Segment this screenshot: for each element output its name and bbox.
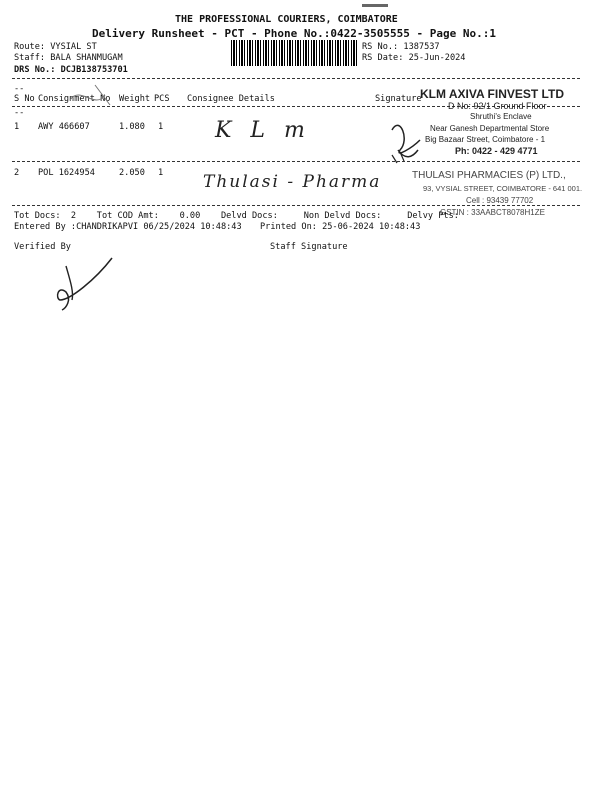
printed-on: Printed On: 25-06-2024 10:48:43: [260, 222, 421, 232]
drs-label: DRS No.: DCJB138753701: [14, 65, 128, 75]
staff-signature-label: Staff Signature: [270, 242, 348, 252]
col-header-weight: Weight: [119, 94, 151, 104]
col-header-signature: Signature: [375, 94, 422, 104]
totals-line: Tot Docs: 2 Tot COD Amt: 0.00 Delvd Docs: Non Delvd Docs: Delvy Pts:: [14, 211, 459, 221]
klm-stamp-title: KLM AXIVA FINVEST LTD: [420, 87, 564, 101]
table-row-weight: 2.050: [119, 168, 145, 178]
thulasi-stamp-line: Cell : 93439 77702: [466, 196, 534, 205]
table-row-pcs: 1: [158, 168, 164, 178]
handwritten-consignee: K L m: [215, 118, 311, 143]
rs-number: RS No.: 1387537: [362, 42, 440, 52]
company-title: THE PROFESSIONAL COURIERS, COIMBATORE: [175, 14, 398, 25]
table-row-sno: 1: [14, 122, 20, 132]
entered-by: Entered By :CHANDRIKAPVI 06/25/2024 10:48:43: [14, 222, 242, 232]
thulasi-stamp-title: THULASI PHARMACIES (P) LTD.,: [412, 170, 566, 181]
klm-stamp-line: D No: 92/1 Ground Floor: [448, 101, 547, 111]
col-header-consignment: Consignment No: [38, 94, 111, 104]
thulasi-stamp-line: GSTIN : 33AABCT8078H1ZE: [440, 208, 545, 217]
table-row-pcs: 1: [158, 122, 164, 132]
klm-stamp-line: Shruthi's Enclave: [470, 112, 532, 121]
col-header-consignee: Consignee Details: [187, 94, 275, 104]
klm-stamp-line: Big Bazaar Street, Coimbatore - 1: [425, 135, 546, 144]
staff-label: Staff: BALA SHANMUGAM: [14, 53, 123, 63]
handwritten-consignee: Thulasi - Pharma: [203, 172, 382, 192]
table-row-weight: 1.080: [119, 122, 145, 132]
klm-stamp-line: Near Ganesh Departmental Store: [430, 124, 550, 133]
thulasi-stamp-line: 93, VYSIAL STREET, COIMBATORE - 641 001.: [423, 184, 583, 193]
runsheet-subtitle: Delivery Runsheet - PCT - Phone No.:0422-3505555 - Page No.:1: [92, 27, 496, 40]
verified-by-label: Verified By: [14, 242, 71, 252]
rs-date: RS Date: 25-Jun-2024: [362, 53, 466, 63]
table-row-sno: 2: [14, 168, 20, 178]
col-header-sno: S No: [14, 94, 35, 104]
table-row-consignment: POL 1624954: [38, 168, 95, 178]
col-header-pcs: PCS: [154, 94, 170, 104]
table-row-consignment: AWY 466607: [38, 122, 90, 132]
route-label: Route: VYSIAL ST: [14, 42, 97, 52]
klm-stamp-line: Ph: 0422 - 429 4771: [455, 146, 538, 156]
